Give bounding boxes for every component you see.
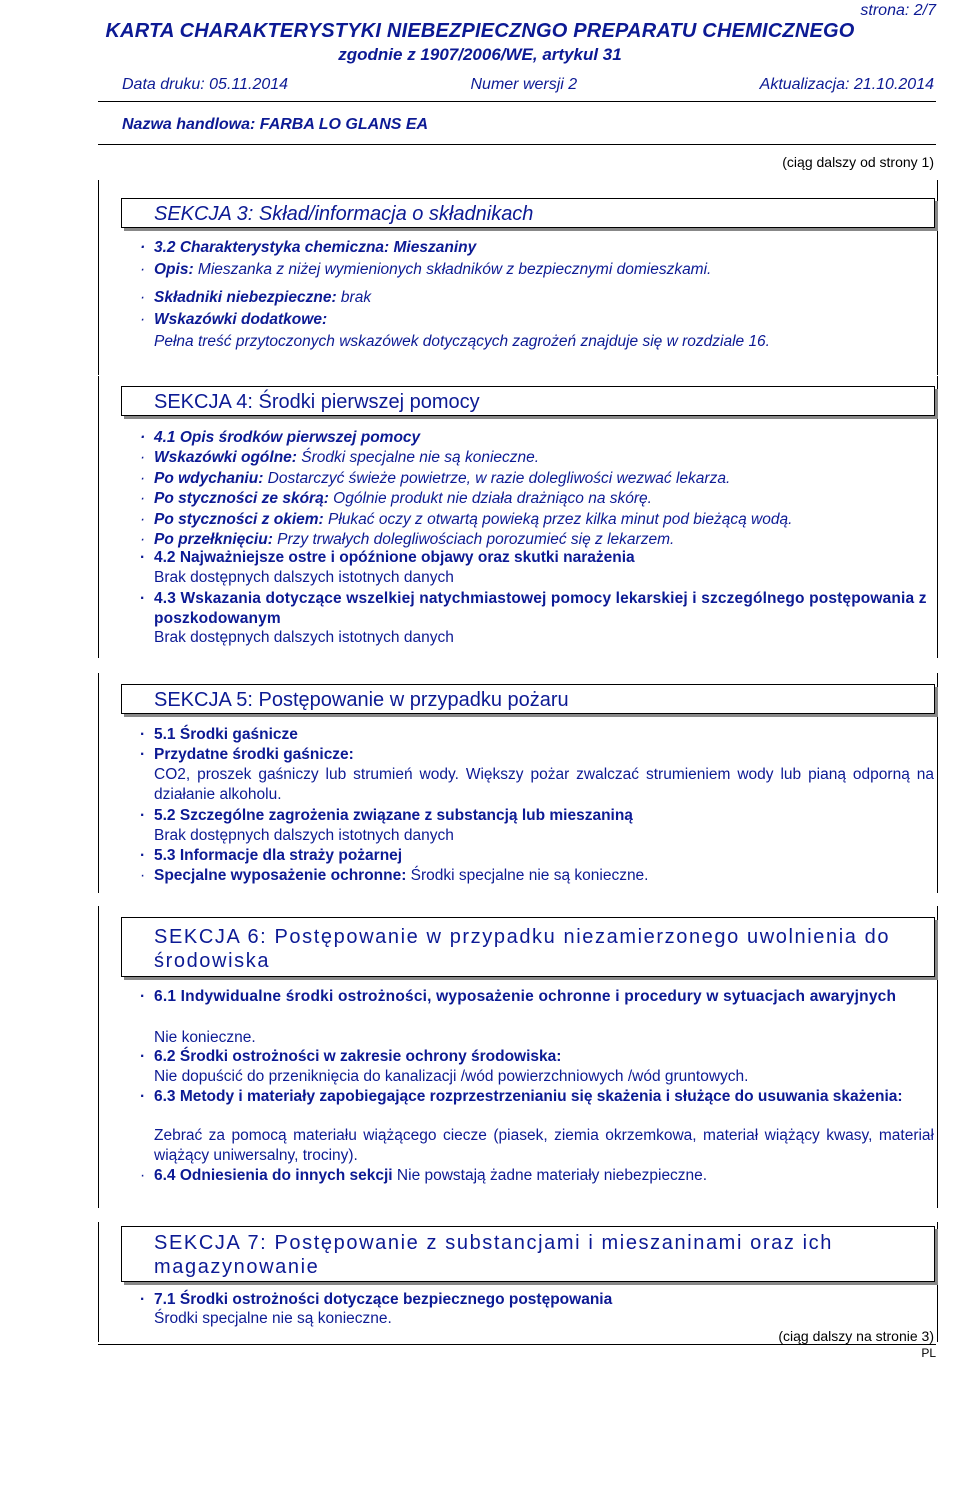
s6-line-5: · 6.3 Metody i materiały zapobiegające rozprzestrzenianiu się skażenia i służące do usuwania skażenia:	[140, 1088, 903, 1105]
continued-to: (ciąg dalszy na stronie 3)	[778, 1328, 934, 1344]
s6-line-2: Nie konieczne.	[154, 1029, 256, 1046]
s6-line-3: · 6.2 Środki ostrożności w zakresie ochrony środowiska:	[140, 1048, 562, 1065]
s3-line-4: · Wskazówki dodatkowe:	[140, 311, 328, 328]
s4-line-10: Brak dostępnych dalszych istotnych danych	[154, 629, 454, 646]
s6-line-6: Zebrać za pomocą materiału wiążącego ciecze (piasek, ziemia okrzemkowa, materiał wiążący kwasy, materiał wiążący uniwersalny, trociny).	[154, 1127, 934, 1164]
s4-line-1: · 4.1 Opis środków pierwszej pomocy	[140, 429, 421, 446]
s4-line-8: Brak dostępnych dalszych istotnych danych	[154, 569, 454, 586]
s4-line-9: · 4.3 Wskazania dotyczące wszelkiej natychmiastowej pomocy lekarskiej i szczególnego postępowania z poszkodowanym	[140, 590, 927, 627]
continued-from: (ciąg dalszy od strony 1)	[782, 154, 934, 170]
update-date: Aktualizacja: 21.10.2014	[759, 76, 934, 93]
document-subtitle: zgodnie z 1907/2006/WE, artykul 31	[338, 45, 622, 64]
meta-row	[122, 76, 934, 94]
s5-line-3: CO2, proszek gaśniczy lub strumień wody. Większy pożar zwalczać strumieniem wody lub pianą odporną na działanie alkoholu.	[154, 766, 934, 803]
document-title: KARTA CHARAKTERYSTYKI NIEBEZPIECZNGO PREPARATU CHEMICZNEGO	[105, 20, 855, 42]
s6-line-7: · 6.4 Odniesienia do innych sekcji Nie powstają żadne materiały niebezpieczne.	[140, 1167, 708, 1184]
s3-line-1: · 3.2 Charakterystyka chemiczna: Mieszaniny	[140, 239, 477, 256]
s5-line-4: · 5.2 Szczególne zagrożenia związane z substancją lub mieszaniną	[140, 807, 633, 824]
language-code: PL	[921, 1346, 936, 1360]
section-7-heading: SEKCJA 7: Postępowanie z substancjami i mieszaninami oraz ich magazynowanie	[121, 1226, 935, 1282]
section-6-heading: SEKCJA 6: Postępowanie w przypadku niezamierzonego uwolnienia do środowiska	[121, 917, 935, 977]
s3-line-3: · Składniki niebezpieczne: brak	[140, 289, 372, 306]
s6-line-1: · 6.1 Indywidualne środki ostrożności, wyposażenie ochronne i procedury w sytuacjach awaryjnych	[140, 988, 897, 1005]
s3-line-2: · Opis: Mieszanka z niżej wymienionych składników z bezpiecznymi domieszkami.	[140, 261, 712, 278]
divider	[98, 101, 936, 102]
s7-line-1: · 7.1 Środki ostrożności dotyczące bezpiecznego postępowania	[140, 1291, 613, 1308]
s5-line-1: · 5.1 Środki gaśnicze	[140, 726, 298, 743]
section-5-heading: SEKCJA 5: Postępowanie w przypadku pożaru	[121, 684, 935, 714]
s5-line-2: · Przydatne środki gaśnicze:	[140, 746, 354, 763]
trade-name: Nazwa handlowa: FARBA LO GLANS EA	[122, 116, 429, 133]
s4-line-5: · Po styczności z okiem: Płukać oczy z otwartą powieką przez kilka minut pod bieżącą wodą.	[140, 511, 793, 528]
version-number: Numer wersji 2	[470, 76, 578, 93]
s3-line-5: Pełna treść przytoczonych wskazówek dotyczących zagrożeń znajduje się w rozdziale 16.	[154, 333, 770, 350]
s5-line-7: · Specjalne wyposażenie ochronne: Środki specjalne nie są konieczne.	[140, 867, 649, 884]
s4-line-6: · Po przełknięciu: Przy trwałych dolegliwościach porozumieć się z lekarzem.	[140, 531, 675, 548]
s4-line-4: · Po styczności ze skórą: Ogólnie produkt nie działa drażniąco na skórę.	[140, 490, 652, 507]
section-3-heading: SEKCJA 3: Skład/informacja o składnikach	[121, 198, 935, 228]
s5-line-5: Brak dostępnych dalszych istotnych danych	[154, 827, 454, 844]
s7-line-2: Środki specjalne nie są konieczne.	[154, 1310, 392, 1327]
s4-line-2: · Wskazówki ogólne: Środki specjalne nie są konieczne.	[140, 449, 540, 466]
s4-line-7: · 4.2 Najważniejsze ostre i opóźnione objawy oraz skutki narażenia	[140, 549, 635, 566]
print-date: Data druku: 05.11.2014	[122, 76, 289, 93]
s5-line-6: · 5.3 Informacje dla straży pożarnej	[140, 847, 403, 864]
page-number: strona: 2/7	[860, 2, 936, 19]
s4-line-3: · Po wdychaniu: Dostarczyć świeże powietrze, w razie dolegliwości wezwać lekarza.	[140, 470, 731, 487]
divider	[98, 144, 936, 145]
divider	[98, 1344, 936, 1345]
section-4-heading: SEKCJA 4: Środki pierwszej pomocy	[121, 386, 935, 416]
s6-line-4: Nie dopuścić do przeniknięcia do kanalizacji /wód powierzchniowych /wód gruntowych.	[154, 1068, 749, 1085]
